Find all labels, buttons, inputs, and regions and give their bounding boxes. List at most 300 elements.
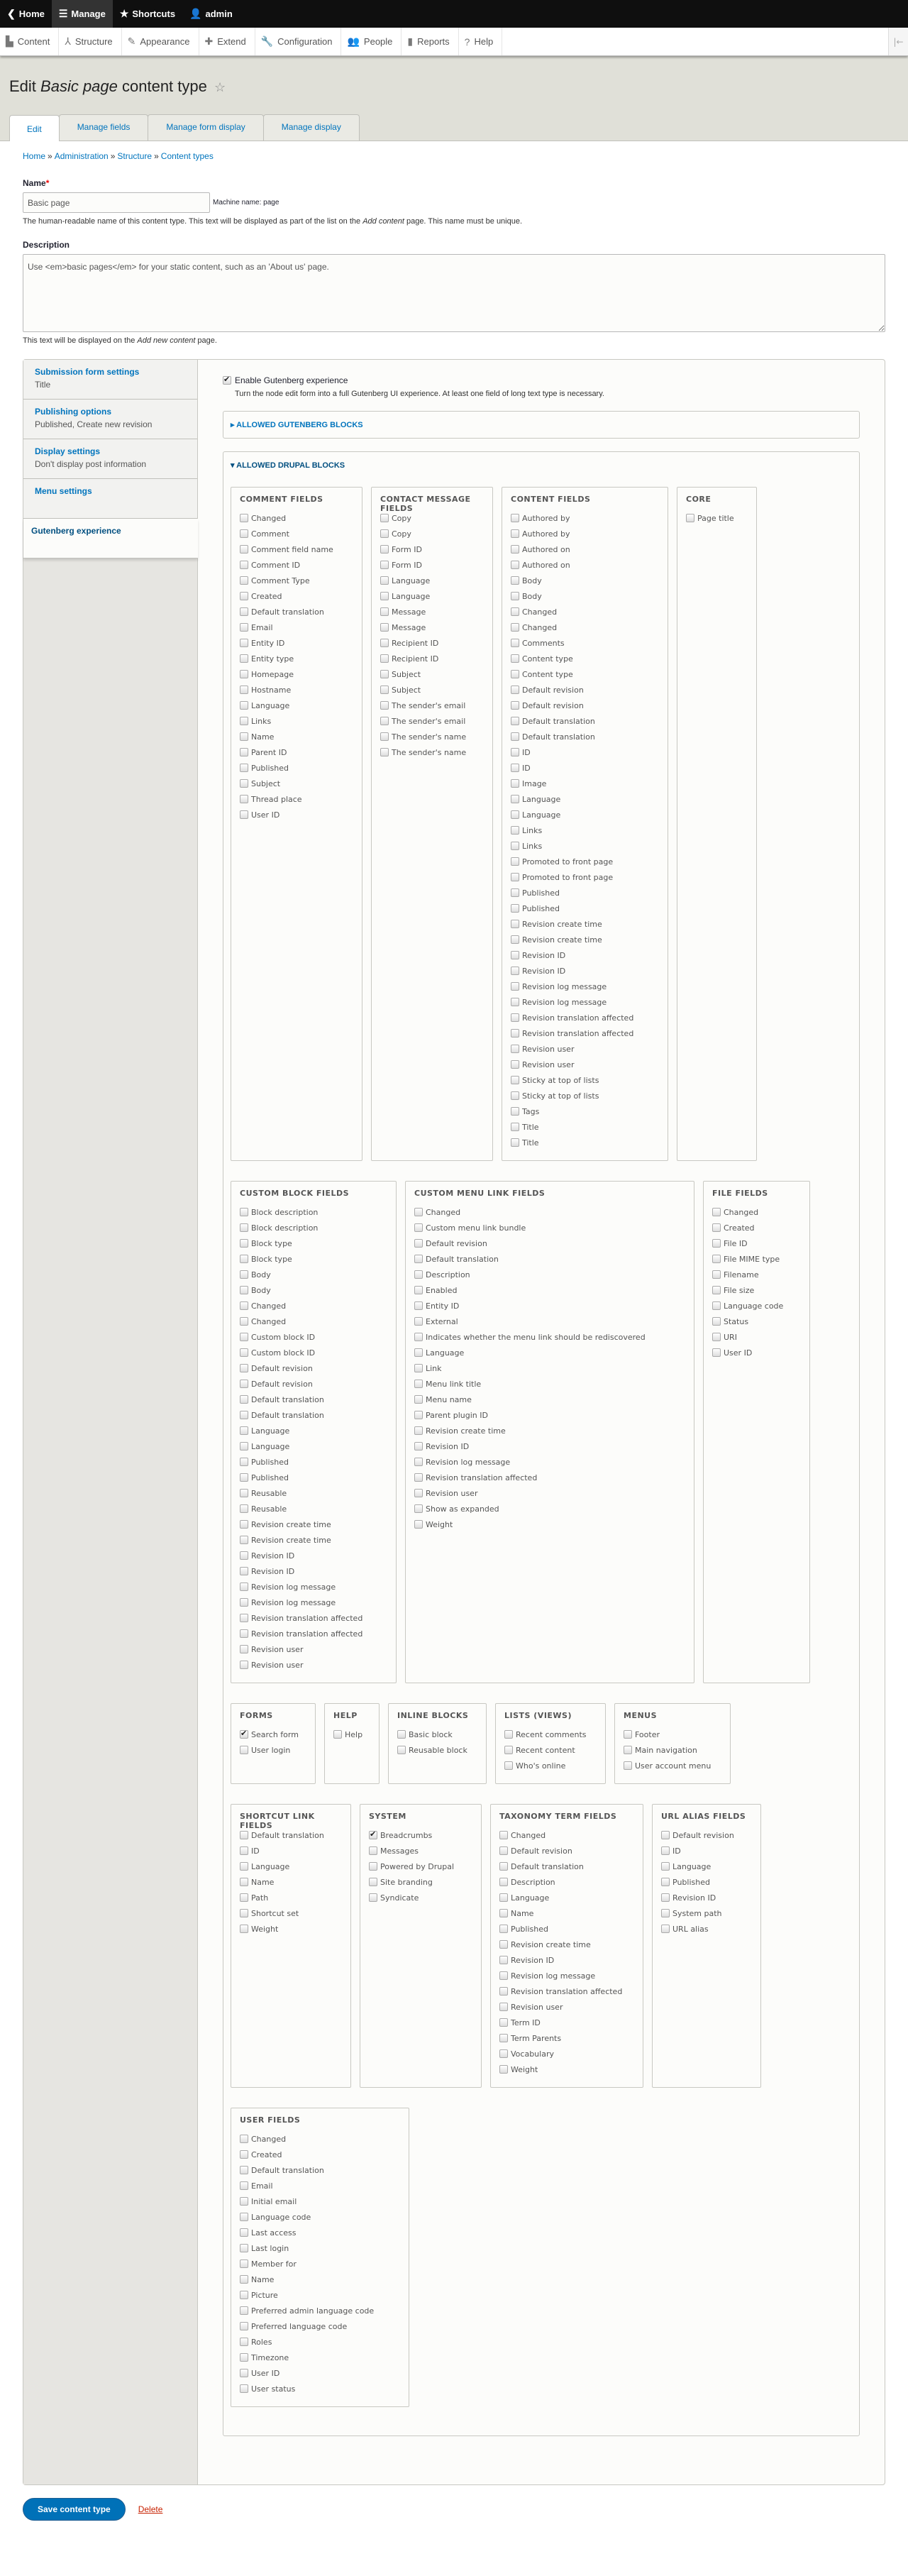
checkbox[interactable] (240, 1551, 248, 1560)
checkbox[interactable] (369, 1878, 377, 1886)
checkbox[interactable] (511, 920, 519, 928)
block-checkbox-item[interactable]: ✔ Search form (240, 1727, 306, 1742)
toolbar-user[interactable]: 👤 admin (189, 8, 233, 19)
block-checkbox-item[interactable]: Default revision (240, 1360, 387, 1376)
checkbox[interactable] (511, 1123, 519, 1131)
block-checkbox-item[interactable]: Sticky at top of lists (511, 1088, 659, 1103)
block-checkbox-item[interactable]: Language (511, 791, 659, 807)
checkbox[interactable] (511, 529, 519, 538)
checkbox[interactable] (414, 1442, 423, 1451)
checkbox[interactable] (511, 545, 519, 554)
checkbox[interactable] (511, 623, 519, 632)
shortcut-star-icon[interactable]: ☆ (214, 80, 226, 94)
block-checkbox-item[interactable]: ID (661, 1843, 752, 1859)
checkbox[interactable] (240, 2228, 248, 2237)
checkbox[interactable] (240, 1458, 248, 1466)
block-checkbox-item[interactable]: Reusable block (397, 1742, 477, 1758)
checkbox[interactable] (511, 967, 519, 975)
block-checkbox-item[interactable]: Language code (712, 1298, 801, 1314)
checkbox[interactable] (624, 1730, 632, 1739)
checkbox[interactable] (414, 1301, 423, 1310)
block-checkbox-item[interactable]: Published (240, 1470, 387, 1485)
block-checkbox-item[interactable]: Revision ID (511, 947, 659, 963)
block-checkbox-item[interactable]: Default translation (240, 1392, 387, 1407)
block-checkbox-item[interactable]: Link (414, 1360, 685, 1376)
block-checkbox-item[interactable]: Revision user (240, 1641, 387, 1657)
block-checkbox-item[interactable]: Revision translation affected (499, 1983, 634, 1999)
block-checkbox-item[interactable]: Last login (240, 2240, 400, 2256)
checkbox[interactable] (511, 888, 519, 897)
block-checkbox-item[interactable]: Language (240, 698, 353, 713)
block-checkbox-item[interactable]: Path (240, 1890, 342, 1905)
block-checkbox-item[interactable]: Image (511, 776, 659, 791)
block-checkbox-item[interactable]: Body (240, 1267, 387, 1282)
checkbox[interactable] (511, 1060, 519, 1069)
block-checkbox-item[interactable]: Changed (712, 1204, 801, 1220)
block-checkbox-item[interactable]: Promoted to front page (511, 854, 659, 869)
checkbox[interactable] (380, 561, 389, 569)
block-checkbox-item[interactable]: Revision log message (240, 1579, 387, 1595)
checkbox[interactable] (240, 795, 248, 803)
checkbox[interactable] (240, 2291, 248, 2299)
checkbox[interactable] (240, 1520, 248, 1529)
enable-gutenberg-checkbox[interactable] (223, 376, 231, 385)
checkbox[interactable] (240, 1846, 248, 1855)
checkbox[interactable] (661, 1893, 670, 1902)
block-checkbox-item[interactable]: Site branding (369, 1874, 472, 1890)
checkbox[interactable] (240, 2275, 248, 2284)
toolbar-home[interactable]: ❮ Home (7, 8, 45, 19)
allowed-drupal-blocks-toggle[interactable]: ▾ ALLOWED DRUPAL BLOCKS (231, 461, 345, 470)
checkbox[interactable] (511, 1107, 519, 1116)
checkbox[interactable] (240, 592, 248, 600)
block-checkbox-item[interactable]: Name (240, 1874, 342, 1890)
checkbox[interactable] (240, 1239, 248, 1248)
block-checkbox-item[interactable]: Revision create time (511, 916, 659, 932)
block-checkbox-item[interactable]: Authored on (511, 541, 659, 557)
block-checkbox-item[interactable]: Member for (240, 2256, 400, 2272)
block-checkbox-item[interactable]: Message (380, 620, 484, 635)
tray-structure[interactable]: ⅄ Structure (59, 28, 121, 55)
block-checkbox-item[interactable]: Subject (380, 666, 484, 682)
block-checkbox-item[interactable]: Shortcut set (240, 1905, 342, 1921)
block-checkbox-item[interactable]: Content type (511, 651, 659, 666)
block-checkbox-item[interactable]: Language (240, 1438, 387, 1454)
block-checkbox-item[interactable]: Vocabulary (499, 2046, 634, 2062)
checkbox[interactable] (240, 545, 248, 554)
block-checkbox-item[interactable]: Title (511, 1135, 659, 1150)
block-checkbox-item[interactable]: Tags (511, 1103, 659, 1119)
checkbox[interactable] (624, 1761, 632, 1770)
block-checkbox-item[interactable]: Revision create time (511, 932, 659, 947)
checkbox[interactable] (240, 1909, 248, 1917)
block-checkbox-item[interactable]: Revision translation affected (414, 1470, 685, 1485)
checkbox[interactable] (712, 1223, 721, 1232)
checkbox[interactable] (511, 686, 519, 694)
checkbox[interactable] (511, 1091, 519, 1100)
checkbox[interactable] (499, 2065, 508, 2074)
block-checkbox-item[interactable]: User status (240, 2381, 400, 2396)
checkbox[interactable] (240, 1364, 248, 1372)
block-checkbox-item[interactable]: Body (511, 588, 659, 604)
block-checkbox-item[interactable]: Entity type (240, 651, 353, 666)
checkbox[interactable] (240, 2384, 248, 2393)
checkbox[interactable] (240, 1614, 248, 1622)
checkbox[interactable] (511, 873, 519, 881)
vtab-gutenberg-experience[interactable]: Gutenberg experience (23, 519, 198, 558)
block-checkbox-item[interactable]: Entity ID (414, 1298, 685, 1314)
block-checkbox-item[interactable]: Enabled (414, 1282, 685, 1298)
checkbox[interactable] (414, 1504, 423, 1513)
checkbox[interactable] (511, 592, 519, 600)
block-checkbox-item[interactable]: The sender's email (380, 698, 484, 713)
checkbox[interactable] (661, 1878, 670, 1886)
block-checkbox-item[interactable]: Revision user (511, 1041, 659, 1057)
block-checkbox-item[interactable]: Created (712, 1220, 801, 1235)
block-checkbox-item[interactable]: Help (333, 1727, 370, 1742)
checkbox[interactable] (686, 514, 694, 522)
checkbox[interactable] (511, 779, 519, 788)
checkbox[interactable] (240, 1831, 248, 1839)
block-checkbox-item[interactable]: Copy (380, 510, 484, 526)
block-checkbox-item[interactable]: Revision ID (661, 1890, 752, 1905)
block-checkbox-item[interactable]: Last access (240, 2225, 400, 2240)
block-checkbox-item[interactable]: User login (240, 1742, 306, 1758)
block-checkbox-item[interactable]: Revision ID (511, 963, 659, 979)
block-checkbox-item[interactable]: Homepage (240, 666, 353, 682)
block-checkbox-item[interactable]: Block description (240, 1204, 387, 1220)
block-checkbox-item[interactable]: Weight (414, 1517, 685, 1532)
block-checkbox-item[interactable]: Language (499, 1890, 634, 1905)
block-checkbox-item[interactable]: System path (661, 1905, 752, 1921)
checkbox[interactable] (240, 2150, 248, 2159)
block-checkbox-item[interactable]: Entity ID (240, 635, 353, 651)
block-checkbox-item[interactable]: Filename (712, 1267, 801, 1282)
checkbox[interactable] (499, 1940, 508, 1949)
block-checkbox-item[interactable]: Title (511, 1119, 659, 1135)
block-checkbox-item[interactable]: Custom block ID (240, 1345, 387, 1360)
checkbox[interactable] (380, 514, 389, 522)
block-checkbox-item[interactable]: Parent ID (240, 744, 353, 760)
block-checkbox-item[interactable]: Reusable (240, 1501, 387, 1517)
block-checkbox-item[interactable]: Revision user (499, 1999, 634, 2015)
checkbox[interactable] (397, 1746, 406, 1754)
block-checkbox-item[interactable]: Revision log message (240, 1595, 387, 1610)
block-checkbox-item[interactable]: Comments (511, 635, 659, 651)
checkbox[interactable] (511, 1013, 519, 1022)
block-checkbox-item[interactable]: Default translation (511, 713, 659, 729)
checkbox[interactable] (380, 717, 389, 725)
block-checkbox-item[interactable]: Changed (240, 1314, 387, 1329)
block-checkbox-item[interactable]: Basic block (397, 1727, 477, 1742)
name-input[interactable] (23, 192, 210, 213)
block-checkbox-item[interactable]: Indicates whether the menu link should be rediscovered (414, 1329, 685, 1345)
checkbox[interactable] (712, 1301, 721, 1310)
block-checkbox-item[interactable]: Published (240, 1454, 387, 1470)
tab-manage-display[interactable]: Manage display (263, 114, 360, 141)
checkbox[interactable] (240, 779, 248, 788)
checkbox[interactable] (240, 701, 248, 710)
vtab-submission-form-settings[interactable]: Submission form settings Title (23, 360, 197, 400)
block-checkbox-item[interactable]: Links (511, 822, 659, 838)
checkbox[interactable] (380, 732, 389, 741)
block-checkbox-item[interactable]: Recipient ID (380, 651, 484, 666)
block-checkbox-item[interactable]: Powered by Drupal (369, 1859, 472, 1874)
checkbox[interactable] (511, 607, 519, 616)
checkbox[interactable] (414, 1255, 423, 1263)
checkbox[interactable] (511, 561, 519, 569)
checkbox[interactable] (240, 2213, 248, 2221)
block-checkbox-item[interactable]: Main navigation (624, 1742, 721, 1758)
block-checkbox-item[interactable]: Page title (686, 510, 748, 526)
checkbox[interactable] (504, 1761, 513, 1770)
block-checkbox-item[interactable]: Form ID (380, 557, 484, 573)
block-checkbox-item[interactable]: Language (380, 588, 484, 604)
allowed-gutenberg-blocks-toggle[interactable]: ▸ ALLOWED GUTENBERG BLOCKS (231, 421, 363, 429)
checkbox[interactable] (511, 795, 519, 803)
checkbox[interactable] (511, 701, 519, 710)
checkbox[interactable] (380, 686, 389, 694)
checkbox[interactable] (511, 826, 519, 835)
checkbox[interactable] (380, 748, 389, 756)
toolbar-shortcuts[interactable]: ★ Shortcuts (119, 8, 176, 19)
checkbox[interactable] (414, 1380, 423, 1388)
block-checkbox-item[interactable]: Changed (240, 510, 353, 526)
checkbox[interactable] (240, 748, 248, 756)
block-checkbox-item[interactable]: Authored on (511, 557, 659, 573)
block-checkbox-item[interactable]: Default translation (240, 1827, 342, 1843)
block-checkbox-item[interactable]: The sender's name (380, 729, 484, 744)
block-checkbox-item[interactable]: Language (380, 573, 484, 588)
checkbox[interactable] (240, 1925, 248, 1933)
tray-people[interactable]: 👥 People (341, 28, 402, 55)
checkbox[interactable] (240, 1893, 248, 1902)
checkbox[interactable] (511, 1076, 519, 1084)
checkbox[interactable] (240, 1489, 248, 1497)
checkbox[interactable] (499, 1987, 508, 1996)
checkbox[interactable] (240, 2338, 248, 2346)
vtab-display-settings[interactable]: Display settings Don't display post information (23, 439, 197, 479)
checkbox[interactable] (380, 701, 389, 710)
checkbox[interactable] (380, 592, 389, 600)
block-checkbox-item[interactable]: ID (511, 744, 659, 760)
checkbox[interactable] (240, 1317, 248, 1326)
checkbox[interactable] (240, 2369, 248, 2377)
checkbox[interactable] (240, 2135, 248, 2143)
checkbox[interactable] (511, 576, 519, 585)
checkbox[interactable] (240, 623, 248, 632)
block-checkbox-item[interactable]: Timezone (240, 2350, 400, 2365)
checkbox[interactable] (240, 1208, 248, 1216)
checkbox[interactable] (240, 764, 248, 772)
block-checkbox-item[interactable]: ID (240, 1843, 342, 1859)
checkbox[interactable] (240, 1270, 248, 1279)
block-checkbox-item[interactable]: Weight (240, 1921, 342, 1937)
block-checkbox-item[interactable]: Changed (511, 620, 659, 635)
checkbox[interactable] (240, 1567, 248, 1575)
block-checkbox-item[interactable]: Default revision (240, 1376, 387, 1392)
checkbox[interactable] (661, 1831, 670, 1839)
checkbox[interactable] (712, 1239, 721, 1248)
block-checkbox-item[interactable]: Default translation (414, 1251, 685, 1267)
block-checkbox-item[interactable]: Hostname (240, 682, 353, 698)
description-textarea[interactable] (23, 254, 885, 332)
checkbox[interactable] (380, 670, 389, 678)
block-checkbox-item[interactable]: Custom block ID (240, 1329, 387, 1345)
block-checkbox-item[interactable]: Revision translation affected (240, 1610, 387, 1626)
block-checkbox-item[interactable]: Revision create time (414, 1423, 685, 1438)
checkbox[interactable] (397, 1730, 406, 1739)
block-checkbox-item[interactable]: Published (511, 901, 659, 916)
checkbox[interactable] (240, 654, 248, 663)
block-checkbox-item[interactable]: Promoted to front page (511, 869, 659, 885)
checkbox[interactable] (333, 1730, 342, 1739)
block-checkbox-item[interactable]: Revision create time (240, 1517, 387, 1532)
block-checkbox-item[interactable]: Revision ID (240, 1563, 387, 1579)
block-checkbox-item[interactable]: Published (240, 760, 353, 776)
checkbox[interactable] (511, 514, 519, 522)
block-checkbox-item[interactable]: Block type (240, 1235, 387, 1251)
block-checkbox-item[interactable]: Recipient ID (380, 635, 484, 651)
block-checkbox-item[interactable]: Sticky at top of lists (511, 1072, 659, 1088)
checkbox[interactable] (240, 1629, 248, 1638)
breadcrumb-administration[interactable]: Administration (54, 151, 109, 161)
checkbox[interactable] (240, 1862, 248, 1871)
block-checkbox-item[interactable]: Comment ID (240, 557, 353, 573)
checkbox[interactable] (511, 717, 519, 725)
checkbox[interactable] (511, 1138, 519, 1147)
block-checkbox-item[interactable]: Preferred admin language code (240, 2303, 400, 2318)
checkbox[interactable] (499, 1862, 508, 1871)
block-checkbox-item[interactable]: Subject (380, 682, 484, 698)
checkbox[interactable] (661, 1862, 670, 1871)
block-checkbox-item[interactable]: Default translation (240, 1407, 387, 1423)
checkbox[interactable] (504, 1730, 513, 1739)
block-checkbox-item[interactable]: Recent comments (504, 1727, 597, 1742)
checkbox[interactable] (499, 1925, 508, 1933)
block-checkbox-item[interactable]: Copy (380, 526, 484, 541)
tray-reports[interactable]: ▮ Reports (402, 28, 458, 55)
block-checkbox-item[interactable]: Created (240, 2147, 400, 2162)
block-checkbox-item[interactable]: Form ID (380, 541, 484, 557)
block-checkbox-item[interactable]: URL alias (661, 1921, 752, 1937)
checkbox[interactable] (240, 1411, 248, 1419)
checkbox[interactable] (712, 1286, 721, 1294)
block-checkbox-item[interactable]: Links (511, 838, 659, 854)
block-checkbox-item[interactable]: External (414, 1314, 685, 1329)
checkbox[interactable] (499, 1956, 508, 1964)
checkbox[interactable] (414, 1411, 423, 1419)
block-checkbox-item[interactable]: Revision log message (511, 994, 659, 1010)
checkbox[interactable] (712, 1255, 721, 1263)
checkbox[interactable] (240, 1598, 248, 1607)
checkbox[interactable] (499, 2018, 508, 2027)
checkbox[interactable] (240, 1348, 248, 1357)
checkbox[interactable] (511, 904, 519, 913)
block-checkbox-item[interactable]: Default translation (499, 1859, 634, 1874)
checkbox[interactable] (504, 1746, 513, 1754)
block-checkbox-item[interactable]: The sender's name (380, 744, 484, 760)
block-checkbox-item[interactable]: Reusable (240, 1485, 387, 1501)
checkbox[interactable] (380, 576, 389, 585)
checkbox[interactable] (240, 2244, 248, 2252)
block-checkbox-item[interactable]: Revision ID (240, 1548, 387, 1563)
tray-help[interactable]: ? Help (459, 28, 503, 55)
checkbox[interactable] (414, 1286, 423, 1294)
block-checkbox-item[interactable]: Default revision (499, 1843, 634, 1859)
checkbox[interactable] (414, 1489, 423, 1497)
checkbox[interactable] (380, 639, 389, 647)
block-checkbox-item[interactable]: Published (661, 1874, 752, 1890)
breadcrumb-content-types[interactable]: Content types (160, 151, 214, 161)
tab-manage-fields[interactable]: Manage fields (59, 114, 149, 141)
checkbox[interactable] (380, 545, 389, 554)
checkbox[interactable] (240, 576, 248, 585)
block-checkbox-item[interactable]: User account menu (624, 1758, 721, 1773)
block-checkbox-item[interactable]: Language (240, 1859, 342, 1874)
block-checkbox-item[interactable]: Default revision (511, 698, 659, 713)
block-checkbox-item[interactable]: Preferred language code (240, 2318, 400, 2334)
block-checkbox-item[interactable]: Authored by (511, 510, 659, 526)
toolbar-manage[interactable]: ☰ Manage (52, 0, 113, 28)
checkbox[interactable] (240, 2353, 248, 2362)
checkbox[interactable] (414, 1348, 423, 1357)
checkbox[interactable] (511, 951, 519, 959)
checkbox[interactable] (240, 1536, 248, 1544)
save-content-type-button[interactable]: Save content type (23, 2498, 126, 2521)
checkbox[interactable] (240, 639, 248, 647)
block-checkbox-item[interactable]: Revision create time (499, 1937, 634, 1952)
block-checkbox-item[interactable]: Weight (499, 2062, 634, 2077)
block-checkbox-item[interactable]: Revision log message (511, 979, 659, 994)
block-checkbox-item[interactable]: Language (511, 807, 659, 822)
checkbox[interactable] (511, 935, 519, 944)
checkbox[interactable] (511, 810, 519, 819)
checkbox[interactable] (240, 1473, 248, 1482)
block-checkbox-item[interactable]: Who's online (504, 1758, 597, 1773)
checkbox[interactable] (240, 514, 248, 522)
block-checkbox-item[interactable]: Default revision (414, 1235, 685, 1251)
checkbox[interactable] (380, 607, 389, 616)
block-checkbox-item[interactable]: Revision user (240, 1657, 387, 1673)
block-checkbox-item[interactable]: Language code (240, 2209, 400, 2225)
checkbox[interactable] (240, 686, 248, 694)
block-checkbox-item[interactable]: Published (511, 885, 659, 901)
checkbox[interactable] (240, 1730, 248, 1739)
delete-link[interactable]: Delete (138, 2504, 163, 2514)
block-checkbox-item[interactable]: Language (414, 1345, 685, 1360)
vtab-publishing-options[interactable]: Publishing options Published, Create new revision (23, 400, 197, 439)
checkbox[interactable] (369, 1831, 377, 1839)
tray-extend[interactable]: ✚ Extend (199, 28, 255, 55)
checkbox[interactable] (414, 1223, 423, 1232)
checkbox[interactable] (240, 1746, 248, 1754)
block-checkbox-item[interactable]: Default revision (511, 682, 659, 698)
block-checkbox-item[interactable]: Changed (240, 1298, 387, 1314)
checkbox[interactable] (414, 1520, 423, 1529)
block-checkbox-item[interactable]: Footer (624, 1727, 721, 1742)
checkbox[interactable] (661, 1925, 670, 1933)
tray-orientation-toggle[interactable] (888, 28, 908, 55)
checkbox[interactable] (240, 1878, 248, 1886)
block-checkbox-item[interactable]: ID (511, 760, 659, 776)
block-checkbox-item[interactable]: Email (240, 2178, 400, 2194)
block-checkbox-item[interactable]: Recent content (504, 1742, 597, 1758)
checkbox[interactable] (240, 810, 248, 819)
block-checkbox-item[interactable]: Roles (240, 2334, 400, 2350)
checkbox[interactable] (499, 2049, 508, 2058)
block-checkbox-item[interactable]: Term Parents (499, 2030, 634, 2046)
